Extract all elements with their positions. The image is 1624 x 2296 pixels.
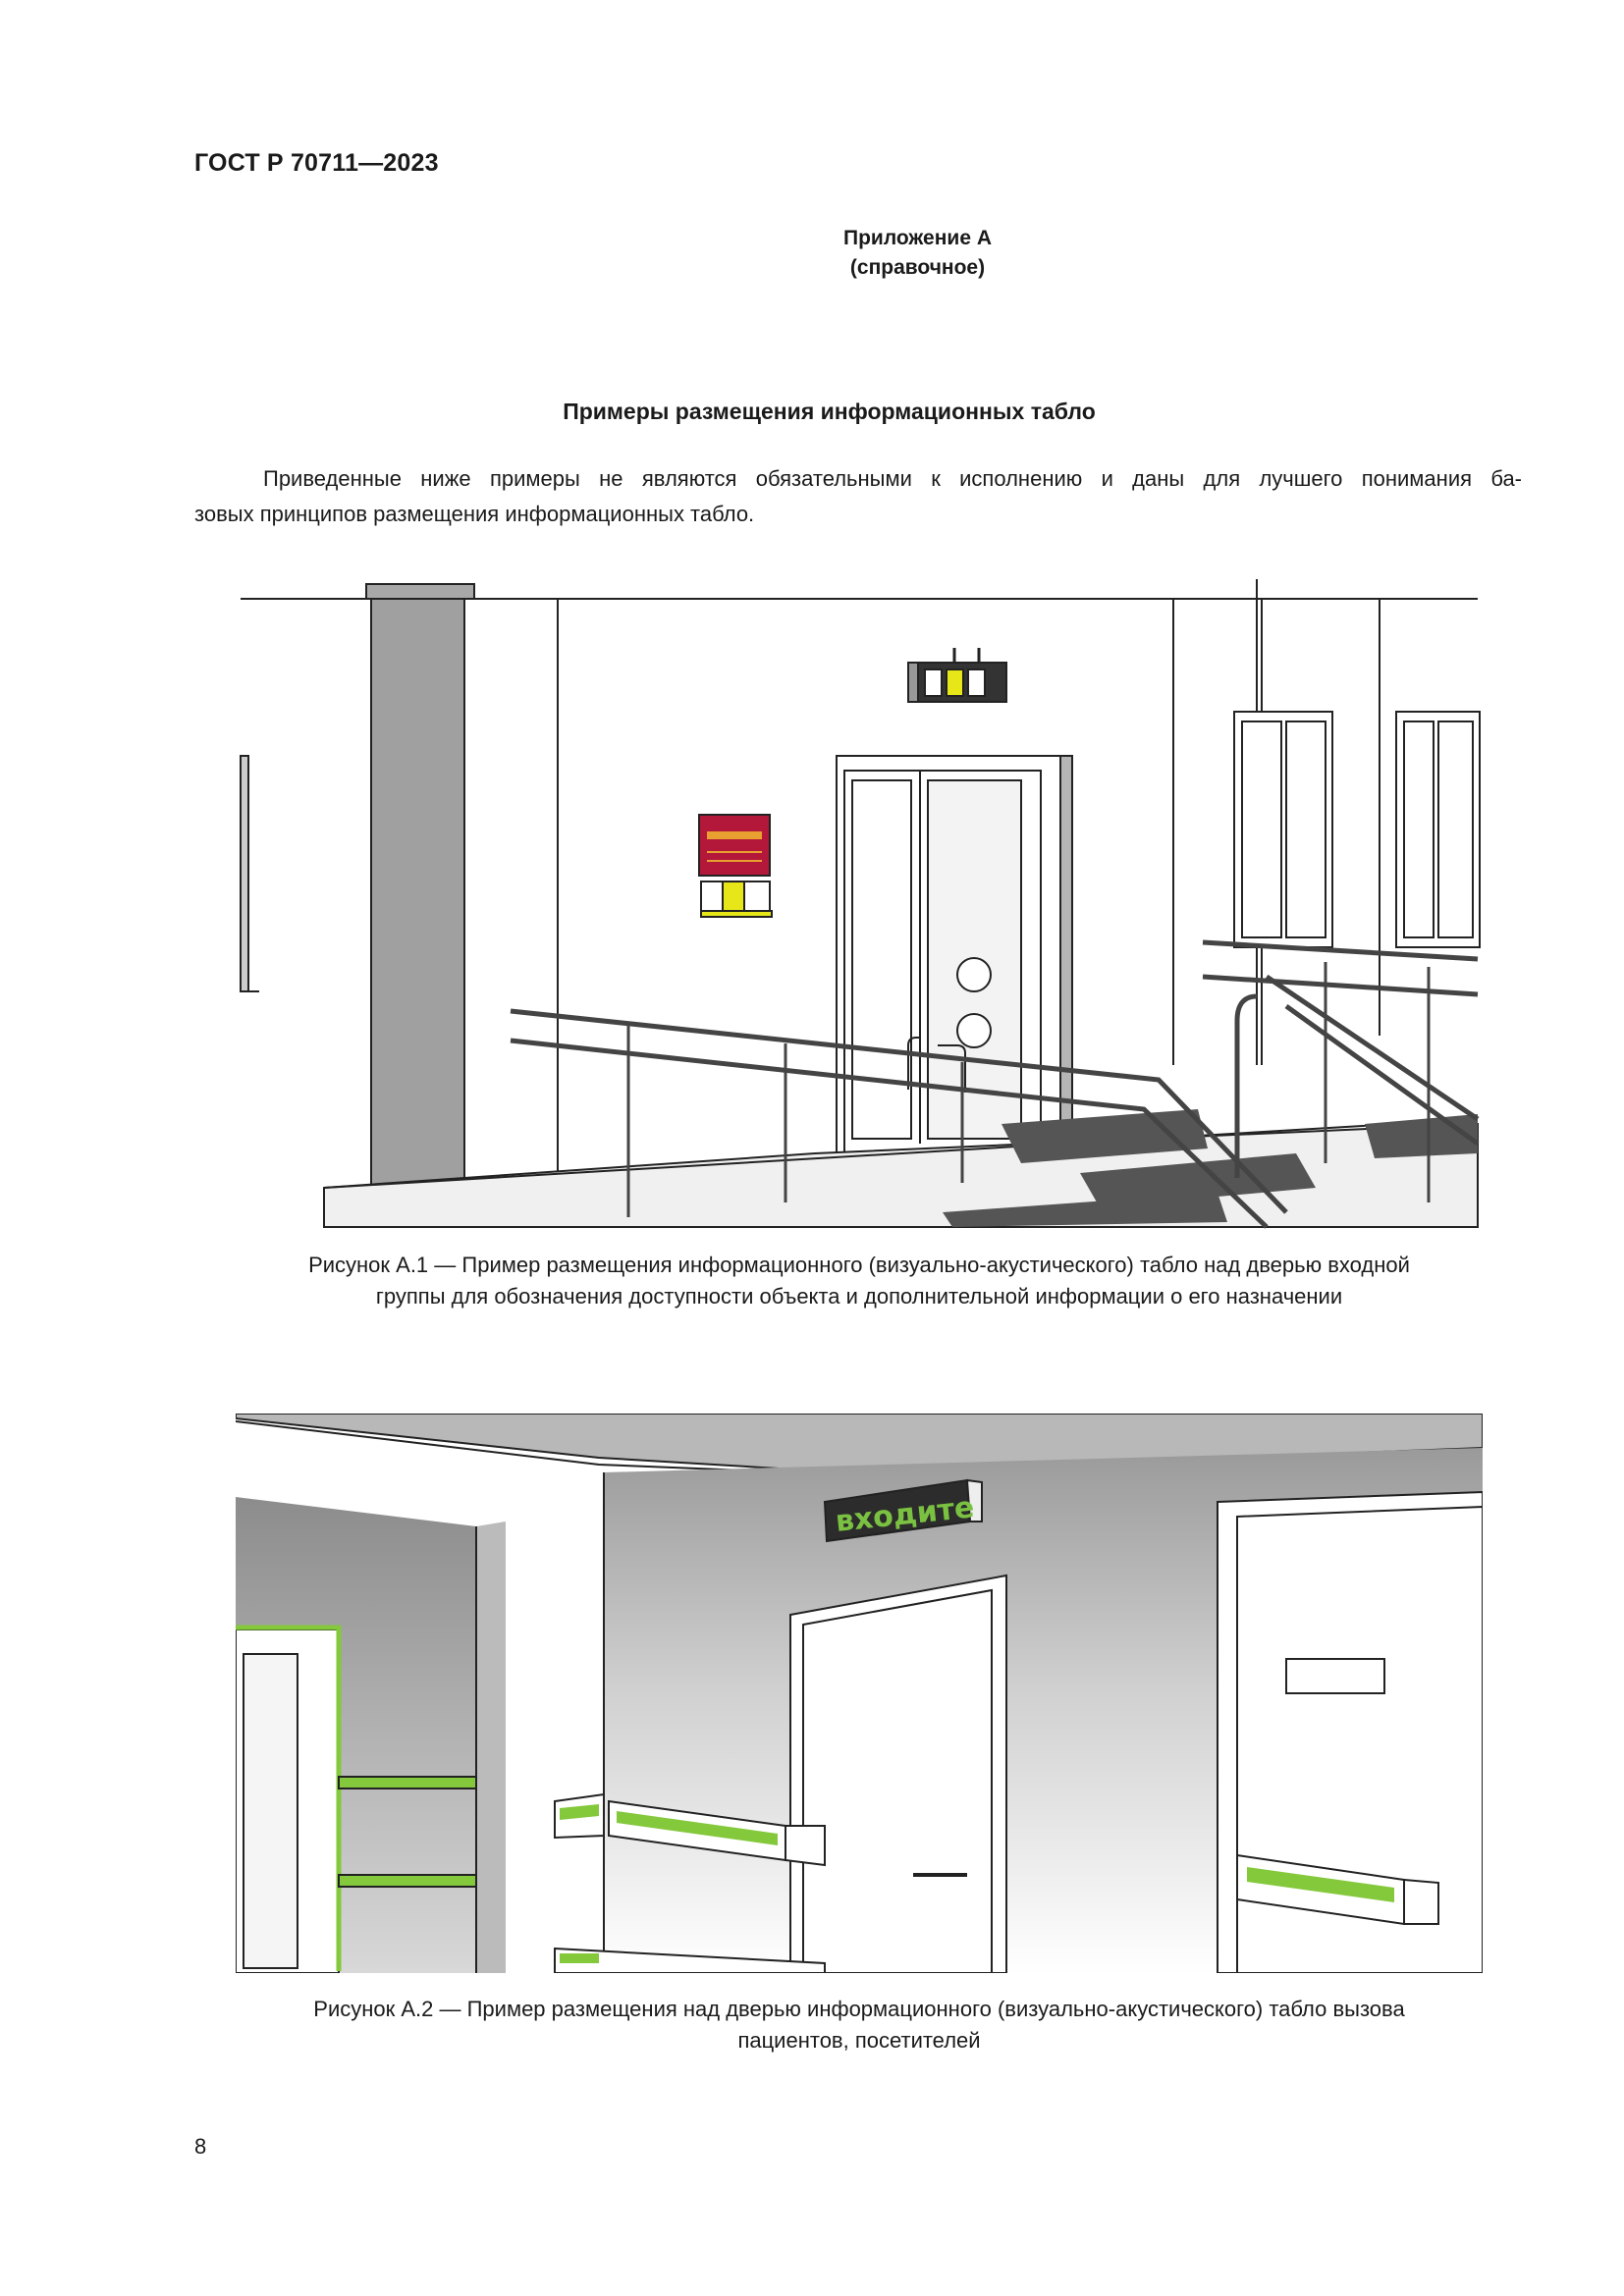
figure-a2-illustration — [236, 1414, 1483, 1973]
section-title: Примеры размещения информационных табло — [563, 399, 1096, 424]
appendix-heading — [0, 224, 1624, 283]
intro-line-1: Приведенные ниже примеры не являются обязательными к исполнению и даны для лучшего понимания ба- — [263, 466, 1522, 491]
led-sign-text: входите — [834, 1490, 976, 1539]
page-number: 8 — [194, 2134, 207, 2159]
intro-paragraph — [194, 461, 1522, 532]
appendix-status: (справочное) — [849, 256, 986, 279]
figure-a2-caption-line-1: Рисунок А.2 — Пример размещения над дверью информационного (визуально-акустического) табло вызова — [313, 1997, 1405, 2021]
figure-a1-caption — [196, 1250, 1522, 1312]
figure-a1-caption-line-1: Рисунок А.1 — Пример размещения информационного (визуально-акустического) табло над дверью входной — [308, 1253, 1410, 1277]
figure-a2-caption-line-2: пациентов, посетителей — [737, 2028, 981, 2053]
standard-number: ГОСТ Р 70711—2023 — [194, 149, 439, 177]
figure-a2-caption — [196, 1994, 1522, 2056]
intro-line-2: зовых принципов размещения информационных табло. — [194, 502, 755, 526]
figure-a1-illustration — [236, 574, 1483, 1232]
appendix-title: Приложение А — [842, 227, 992, 249]
figure-a1-caption-line-2: группы для обозначения доступности объекта и дополнительной информации о его назначении — [375, 1284, 1343, 1308]
